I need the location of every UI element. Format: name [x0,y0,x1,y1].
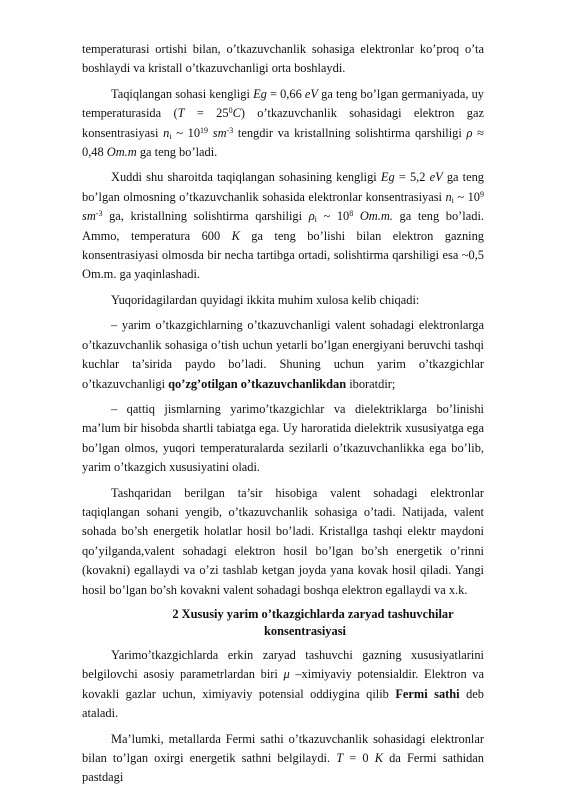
paragraph-1: temperaturasi ortishi bilan, o’tkazuvchanlik sohasiga elektronlar ko’proq o’ta boshlaydi va kristall o’tkazuvchanligi orta boshlaydi. [82,42,484,76]
paragraph-holes: Tashqaridan berilgan ta’sir hisobiga valent sohadagi elektronlar taqiqlangan sohani yengib, o’tkazuvchanlik sohasiga o’tadi. Natijada, valent sohada bo’sh energetik holatlar hosil bo’ladi. Kristallga tashqi elektr maydoni qo’yilganda,valent sohadagi elektron hosil bo’lgan bo’sh energetik o’rinni (kovakni) egallaydi va o’zi tashlab ketgan joyda yana kovak hosil qiladi. Yangi hosil bo’lgan bo’sh kovakni valent sohadagi boshqa elektron egallaydi va x.k. [82,485,484,597]
paragraph-fermi-intro: Yarimo’tkazgichlarda erkin zaryad tashuvchi gazning xususiyatlarini belgilovchi asosiy parametrlardan biri μ –ximiyaviy potensialdir. Elektron va kovakli gazlar uchun, ximiyaviy potensial oddiygina qilib Fermi sathi deb ataladi. [82,647,484,721]
paragraph-germanium: Taqiqlangan sohasi kengligi Eg = 0,66 eV ga teng bo’lgan germaniyada, uy temperaturasida $(T = 25^0C)$ o’tkazuvchanlik sohasidagi elektron gaz konsentrasiyasi $n_i$ ~ $10^{19}$ $sm^{-3}$ tengdir va kristallning solishtirma qarshiligi ρ ≈ 0,48 Om.m ga teng bo’ladi. [82,86,485,160]
section-heading-line-1: 2 Xususiy yarim o’tkazgichlarda zaryad tashuvchilar [172,606,454,621]
paragraph-diamond: Xuddi shu sharoitda taqiqlangan sohasining kengligi Eg = 5,2 eV ga teng bo’lgan olmosning o’tkazuvchanlik sohasida elektronlar konsentrasiyasi $n_i$ ~ $10^9$ $sm^{-3}$ ga, kristallning solishtirma qarshiligi $\rho_i$ ~ $10^8$ Om.m. ga teng bo’ladi. Ammo, temperatura 600 K ga teng bo’lishi bilan elektron gazning konsentrasiyasi olmosda bir necha tartibga ortadi, solishtirma qarshiligi esa ~0,5 Om.m. ga yaqinlashadi. [82,170,484,282]
paragraph-conclusion-2: – qattiq jismlarning yarimo’tkazgichlar va dielektriklarga bo’linishi ma’lum bir hisobda shartli tabiatga ega. Uy haroratida dielektrik xususiyatga ega bo’lgan olmos, yuqori temperaturalarda sezilarli o’tkazuvchanlikka ega bo’lib, yarim o’tkazgich xususiyatini oladi. [82,401,484,475]
section-heading [82,606,484,640]
paragraph-conclusion-1: – yarim o’tkazgichlarning o’tkazuvchanligi valent sohadagi elektronlarga o’tkazuvchanlik sohasiga o’tish uchun yetarli bo’lgan energiyani beruvchi tashqi kuchlar ta’sirida paydo bo’ladi. Shuning uchun yarim o’tkazgichlar o’tkazuvchanligi qo’zg’otilgan o’tkazuvchanlikdan iboratdir; [82,318,484,391]
paragraph-fermi-metals: Ma’lumki, metallarda Fermi sathi o’tkazuvchanlik sohasidagi elektronlar bilan to’lgan oxirgi energetik sathni belgilaydi. T = 0 K da Fermi sathidan pastdagi [82,731,484,785]
paragraph-conclusion-intro: Yuqoridagilardan quyidagi ikkita muhim xulosa kelib chiqadi: [111,292,420,307]
section-heading-line-2: konsentrasiyasi [264,623,346,638]
